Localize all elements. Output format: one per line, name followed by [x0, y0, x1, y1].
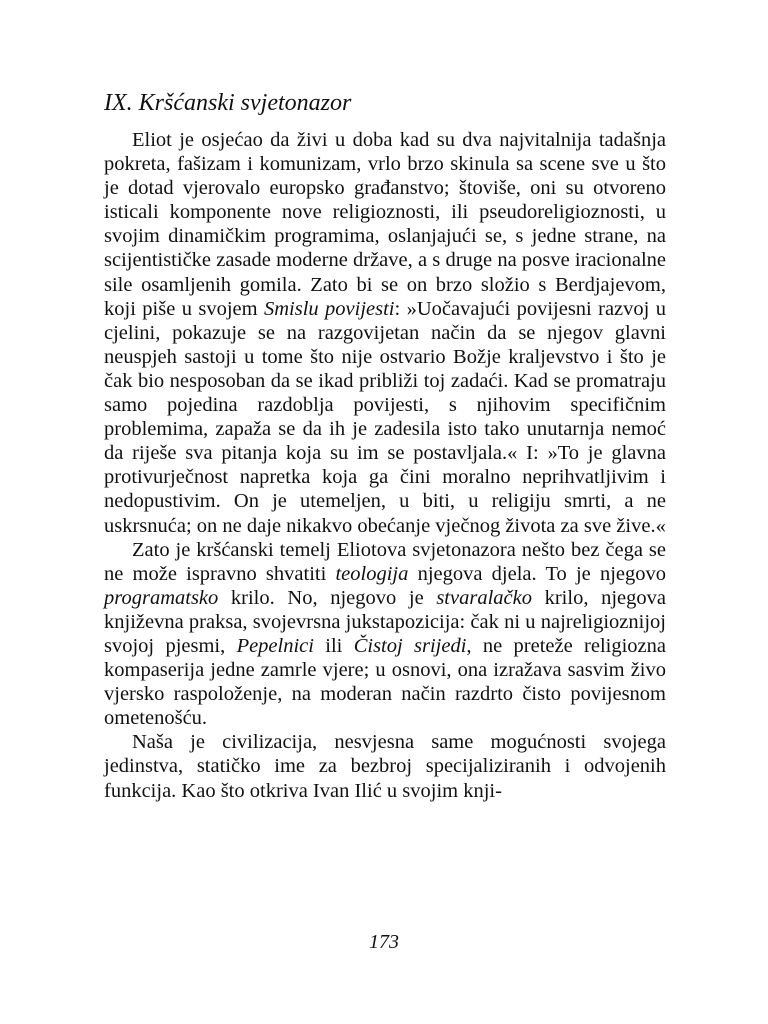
text-run: , ne preteže religiozna kompaserija jedne zamrle vjere; u osnovi, ona izražava sasvim živo vjersko raspoloženje, na moderan način razdrto čisto povijesnom ometenošću.	[104, 634, 666, 730]
text-run: krilo, njegova književna praksa, svojevrsna jukstapozicija: čak ni u najreligioznijoj svojoj pjesmi,	[104, 586, 666, 657]
text-run: Eliot je osjećao da živi u doba kad su dva najvitalnija tadašnja pokreta, fašizam i komunizam, vrlo brzo skinula sa scene sve u što je dotad vjerovalo europsko građanstvo; štoviše, oni su otvoreno isticali komponente nove religioznosti, ili pseudoreligioznosti, u svojim dinamičkim programima, oslanjajući se, s jedne strane, na scijentističke zasade moderne države, a s druge na posve iracionalne sile osamljenih gomila. Zato bi se on brzo složio s Berdjajevom, koji piše u svojem	[104, 129, 666, 320]
text-run: Zato je kršćanski temelj Eliotova svjetonazora nešto bez čega se ne može ispravno shvatiti	[104, 538, 666, 585]
paragraph	[104, 128, 666, 538]
text-run: krilo. No, njegovo je	[218, 586, 437, 609]
text-run: ili	[313, 634, 354, 657]
chapter-title: IX. Kršćanski svjetonazor	[104, 90, 352, 116]
italic-term: programatsko	[104, 586, 219, 609]
text-run: : »Uočavajući povijesni razvoj u cjelini, pokazuje se na razgovijetan način da se njegov glavni neuspjeh sastoji u tome što nije ostvario Božje kraljevstvo i što je čak bio nesposoban da se ikad približi toj zadaći. Kad se promatraju samo pojedina razdoblja povijesti, s njihovim specifičnim problemima, zapaža se da ih je zadesila isto tako unutarnja nemoć da riješe sva pitanja koja su im se postavljala.« I: »To je glavna protivurječnost napretka koja ga čini moralno neprihvatljivim i nedopustivim. On je utemeljen, u biti, u religiju smrti, a ne uskrsnuća; on ne daje nikakvo obećanje vječnog života za sve žive.«	[104, 297, 666, 537]
text-run: Naša je civilizacija, nesvjesna same mogućnosti svojega jedinstva, statičko ime za bezbroj specijaliziranih i odvojenih funkcija. Kao što otkriva Ivan Ilić u svojim knji-	[104, 731, 666, 802]
italic-title-cista-srijeda: Čistoj srijedi	[353, 634, 467, 657]
text-run: njegova djela. To je njegovo	[408, 562, 667, 585]
paragraph	[104, 538, 666, 731]
page-number: 173	[369, 931, 399, 953]
italic-title-smisao-povijesti: Smislu povijesti	[263, 297, 395, 320]
italic-title-pepelnica: Pepelnici	[236, 634, 314, 657]
body-text	[104, 128, 666, 803]
italic-term: teologija	[335, 562, 409, 585]
italic-term: stvaralačko	[436, 586, 532, 609]
paragraph	[104, 730, 666, 802]
